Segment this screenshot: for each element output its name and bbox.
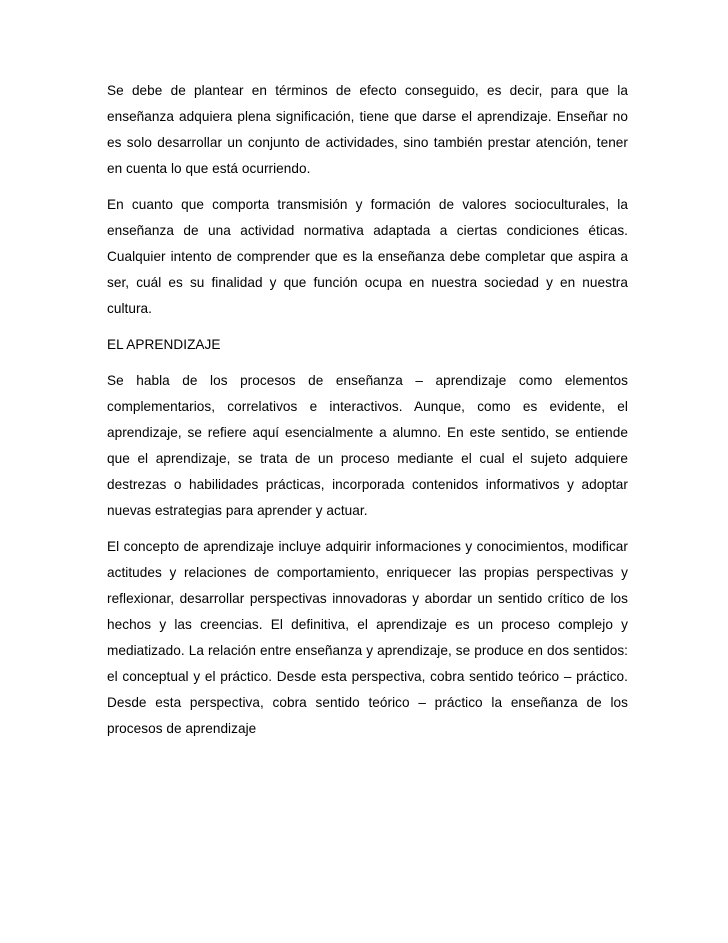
paragraph-procesos-ensenanza-aprendizaje: Se habla de los procesos de enseñanza – aprendizaje como elementos complementarios, correlativos e interactivos. Aunque, como es evidente, el aprendizaje, se refiere aquí esencialmente a alumno. En este sentido, se entiende que el aprendizaje, se trata de un proceso mediante el cual el sujeto adquiere destrezas o habilidades prácticas, incorporada contenidos informativos y adoptar nuevas estrategias para aprender y actuar. xyxy=(107,373,628,518)
paragraph-ensenanza-valores: En cuanto que comporta transmisión y formación de valores socioculturales, la enseñanza de una actividad normativa adaptada a ciertas condiciones éticas. Cualquier intento de comprender que es la enseñanza debe completar que aspira a ser, cuál es su finalidad y que función ocupa en nuestra sociedad y en nuestra cultura. xyxy=(107,197,628,316)
section-heading-aprendizaje: EL APRENDIZAJE xyxy=(107,337,221,352)
document-body xyxy=(107,78,628,752)
paragraph-concepto-aprendizaje: El concepto de aprendizaje incluye adquirir informaciones y conocimientos, modificar actitudes y relaciones de comportamiento, enriquecer las propias perspectivas y reflexionar, desarrollar perspectivas innovadoras y abordar un sentido crítico de los hechos y las creencias. El definitiva, el aprendizaje es un proceso complejo y mediatizado. La relación entre enseñanza y aprendizaje, se produce en dos sentidos: el conceptual y el práctico. Desde esta perspectiva, cobra sentido teórico – práctico. Desde esta perspectiva, cobra sentido teórico – práctico la enseñanza de los procesos de aprendizaje xyxy=(107,539,628,736)
paragraph-ensenanza-significacion: Se debe de plantear en términos de efecto conseguido, es decir, para que la enseñanza adquiera plena significación, tiene que darse el aprendizaje. Enseñar no es solo desarrollar un conjunto de actividades, sino también prestar atención, tener en cuenta lo que está ocurriendo. xyxy=(107,83,628,176)
